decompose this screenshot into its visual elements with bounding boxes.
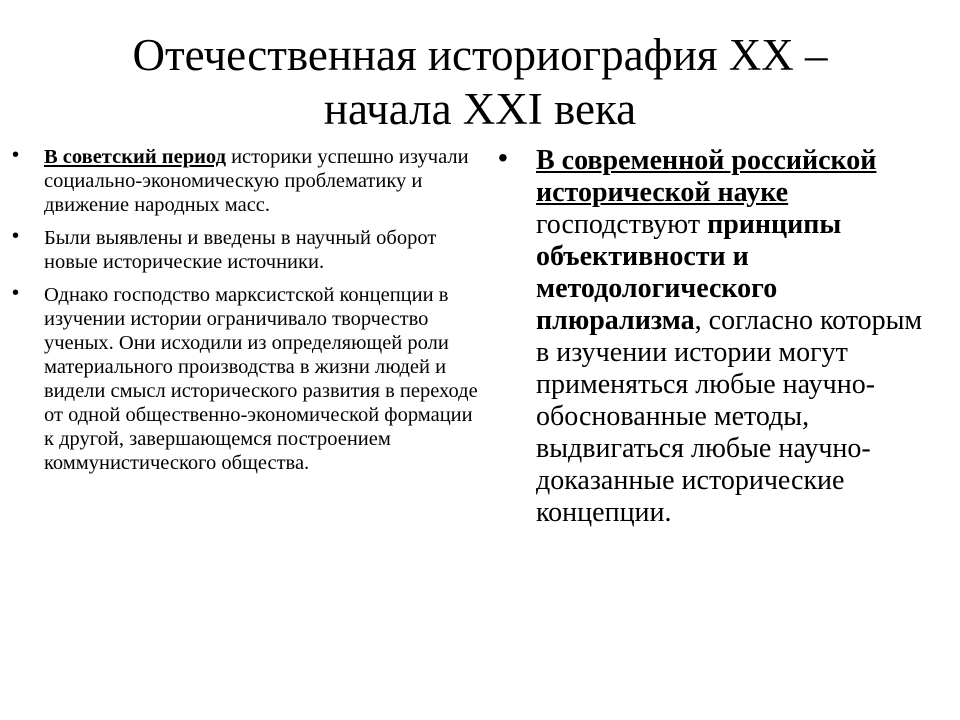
list-item-text: Были выявлены и введены в научный оборот новые исторические источники. [44,227,437,273]
list-item [10,145,480,217]
left-bullet-list [10,145,480,484]
list-item [10,226,480,274]
bullet-icon: • [12,282,20,304]
principles-bold-text: принципы объективности и методологического плюрализма [536,209,842,336]
list-item-text: , согласно которым в изучении истории могут применяться любые научно-обоснованные методы, выдвигаться любые научно-доказанные исторические концепции. [536,305,923,528]
bullet-icon: • [498,142,508,173]
list-item-text: историки успешно изучали социально-экономическую проблематику и движение народных масс. [44,146,469,216]
soviet-period-heading: В советский период [44,146,226,168]
list-item-text: Однако господство марксистской концепции в изучении истории ограничивало творчество ученых. Они исходили из определяющей роли материального производства в жизни людей и видели смысл исторического развития в переходе от одной общественно-экономической формации к другой, завершающемся построением коммунистического общества. [44,284,478,474]
right-bullet-list [492,142,932,529]
title-line-1: Отечественная историография XX – [132,30,828,80]
list-item [492,142,932,529]
list-item-text: господствуют [536,209,708,240]
bullet-icon: • [12,225,20,247]
bullet-icon: • [12,144,20,166]
modern-science-heading: В современной российской исторической науке [536,145,877,208]
slide-title [60,28,900,136]
title-line-2: начала XXI века [323,84,637,134]
list-item [10,283,480,475]
